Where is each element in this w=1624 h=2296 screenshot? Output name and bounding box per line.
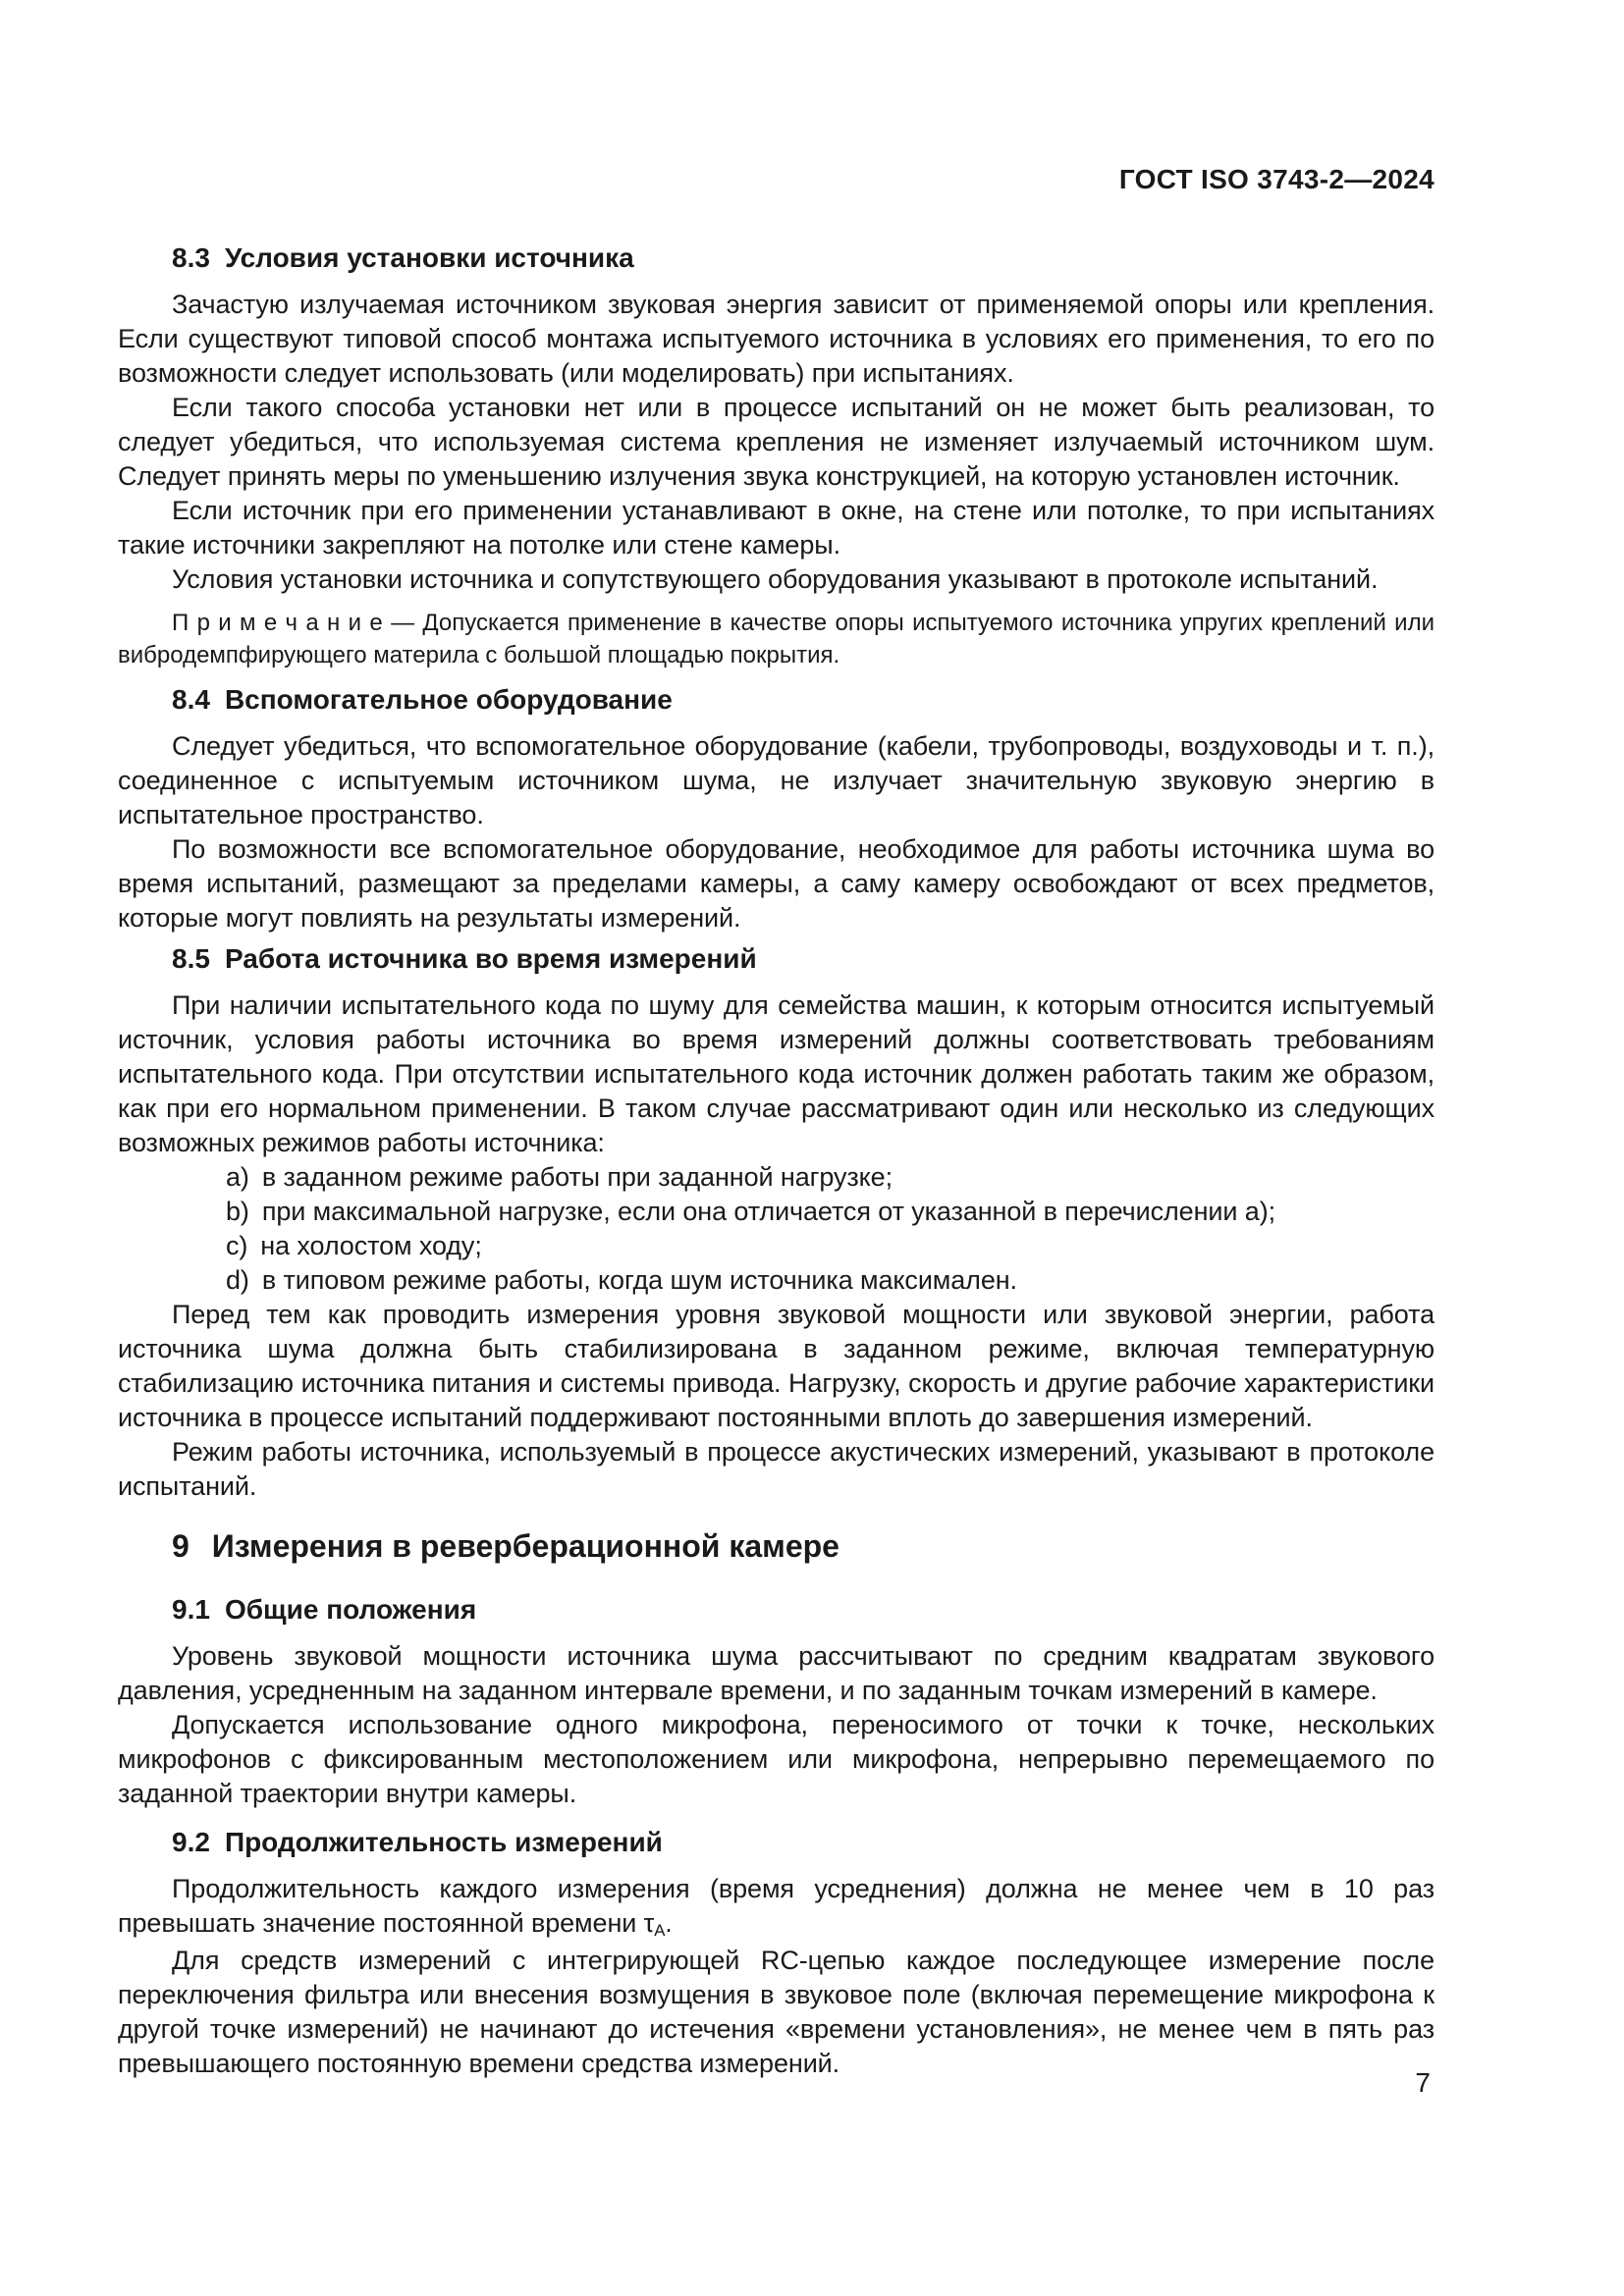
section-85-paragraph-1: При наличии испытательного кода по шуму для семейства машин, к которым относится испытуемый источник, условия работы источника во время измерений должны соответствовать требованиям испытательного кода. При отсутствии испытательного кода источник должен работать таким же образом, как при его нормальном применении. В таком случае рассматривают один или несколько из следующих возможных режимов работы источника: [118, 990, 1435, 1157]
section-92-title: Продолжительность измерений [224, 1827, 663, 1857]
section-85-title: Работа источника во время измерений [224, 943, 757, 974]
running-header: ГОСТ ISO 3743-2—2024 [1118, 164, 1435, 194]
section-92-number: 9.2 [172, 1827, 210, 1857]
list-item-d [118, 1263, 1435, 1298]
section-92-paragraph-1 [118, 1872, 1435, 1944]
section-85-number: 8.5 [172, 943, 210, 974]
paragraph-text: Продолжительность каждого измерения (время усреднения) должна не менее чем в 10 раз превышать значение постоянной времени [118, 1874, 1435, 1938]
list-item-c-text: на холостом ходу; [260, 1231, 482, 1260]
section-9-title: Измерения в реверберационной камере [211, 1528, 839, 1564]
list-item-c-marker: c) [226, 1231, 248, 1260]
list-item-c [118, 1229, 1435, 1263]
section-91-paragraph-2: Допускается использование одного микрофона, переносимого от точки к точке, нескольких микрофонов с фиксированным местоположением или микрофона, непрерывно перемещаемого по заданной траектории внутри камеры. [118, 1710, 1435, 1808]
section-9-number: 9 [172, 1528, 189, 1564]
list-item-b [118, 1195, 1435, 1229]
list-item-a-marker: a) [226, 1162, 249, 1192]
section-85-paragraph-2: Перед тем как проводить измерения уровня звуковой мощности или звуковой энергии, работа источника шума должна быть стабилизирована в заданном режиме, включая температурную стабилизацию источника питания и системы привода. Нагрузку, скорость и другие рабочие характеристики источника в процессе испытаний поддерживают постоянными вплоть до завершения измерений. [118, 1300, 1435, 1432]
tau-symbol: τ [643, 1908, 655, 1938]
section-91-title: Общие положения [224, 1594, 477, 1625]
page-content [118, 162, 1435, 2081]
list-item-b-marker: b) [226, 1197, 249, 1226]
section-84-title: Вспомогательное оборудование [224, 684, 673, 715]
section-91-paragraph-1: Уровень звуковой мощности источника шума рассчитывают по средним квадратам звукового давления, усредненным на заданном интервале времени, и по заданным точкам измерений в камере. [118, 1641, 1435, 1705]
section-91-heading [172, 1591, 1435, 1629]
section-83-paragraph-3: Если источник при его применении устанавливают в окне, на стене или потолке, то при испытаниях такие источники закрепляют на потолке или стене камеры. [118, 496, 1435, 560]
section-84-heading [172, 681, 1435, 719]
section-83-paragraph-4: Условия установки источника и сопутствующего оборудования указывают в протоколе испытаний. [172, 564, 1379, 594]
page-number: 7 [1415, 2067, 1431, 2098]
list-item-a-text: в заданном режиме работы при заданной нагрузке; [261, 1162, 893, 1192]
section-83-note: П р и м е ч а н и е — Допускается применение в качестве опоры испытуемого источника упругих креплений или вибродемпфирующего материла с большой площадью покрытия. [118, 610, 1435, 668]
list-item-d-marker: d) [226, 1265, 249, 1295]
section-91-number: 9.1 [172, 1594, 210, 1625]
paragraph-text: . [665, 1908, 673, 1938]
section-9-heading [172, 1524, 1435, 1568]
section-85-heading [172, 940, 1435, 978]
tau-subscript: A [654, 1921, 666, 1941]
section-83-paragraph-1: Зачастую излучаемая источником звуковая энергия зависит от применяемой опоры или крепления. Если существуют типовой способ монтажа испытуемого источника в условиях его применения, то его по возможности следует использовать (или моделировать) при испытаниях. [118, 290, 1435, 388]
list-item-b-text: при максимальной нагрузке, если она отличается от указанной в перечислении a); [261, 1197, 1275, 1226]
section-85-paragraph-3: Режим работы источника, используемый в процессе акустических измерений, указывают в протоколе испытаний. [118, 1437, 1435, 1501]
section-83-heading [172, 240, 1435, 277]
section-84-number: 8.4 [172, 684, 210, 715]
section-83-paragraph-2: Если такого способа установки нет или в процессе испытаний он не может быть реализован, то следует убедиться, что используемая система крепления не изменяет излучаемый источником шум. Следует принять меры по уменьшению излучения звука конструкцией, на которую установлен источник. [118, 393, 1435, 491]
section-84-paragraph-1: Следует убедиться, что вспомогательное оборудование (кабели, трубопроводы, воздуховоды и т. п.), соединенное с испытуемым источником шума, не излучает значительную звуковую энергию в испытательное пространство. [118, 731, 1435, 829]
section-83-number: 8.3 [172, 242, 210, 273]
section-84-paragraph-2: По возможности все вспомогательное оборудование, необходимое для работы источника шума во время испытаний, размещают за пределами камеры, а саму камеру освобождают от всех предметов, которые могут повлиять на результаты измерений. [118, 834, 1435, 933]
section-92-heading [172, 1824, 1435, 1861]
list-item-a [118, 1160, 1435, 1195]
section-92-paragraph-2: Для средств измерений с интегрирующей RC-цепью каждое последующее измерение после переключения фильтра или внесения возмущения в звуковое поле (включая перемещение микрофона к другой точке измерений) не начинают до истечения «времени установления», не менее чем в пять раз превышающего постоянную времени средства измерений. [118, 1946, 1435, 2078]
section-83-title: Условия установки источника [224, 242, 634, 273]
list-item-d-text: в типовом режиме работы, когда шум источника максимален. [261, 1265, 1017, 1295]
